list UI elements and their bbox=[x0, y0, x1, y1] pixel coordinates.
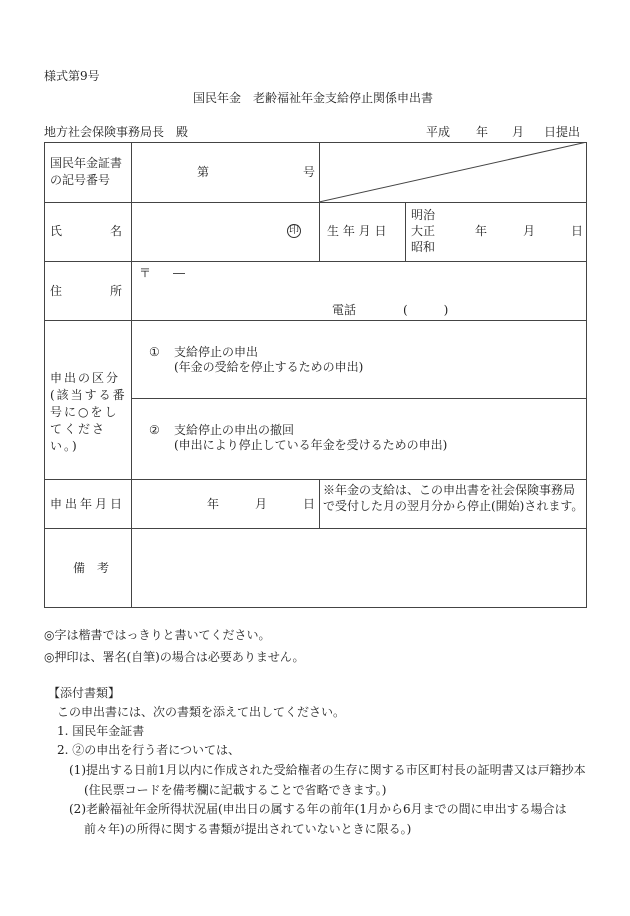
era-taisho: 大正 bbox=[411, 224, 436, 238]
apply-day: 日 bbox=[303, 497, 316, 511]
postal-dash: ― bbox=[173, 266, 185, 280]
attachment-sub2-line1: (2)老齢福祉年金所得状況届(申出日の属する年の前年(1月から6月までの間に申出する場合は bbox=[69, 802, 567, 816]
attachment-sub1-line1: (1)提出する日前1月以内に作成された受給権者の生存に関する市区町村長の証明書又は戸籍抄本 bbox=[69, 763, 586, 777]
era-showa: 昭和 bbox=[411, 240, 436, 254]
attachment-sub1-line2: (住民票コードを備考欄に記載することで省略できます。) bbox=[84, 783, 387, 797]
apply-note: ※年金の支給は、この申出書を社会保険事務局で受付した月の翌月分から停止(開始)されます。 bbox=[323, 483, 584, 513]
apply-year: 年 bbox=[207, 497, 220, 511]
category-label: 申出の区分(該当する番号に○をしてください。) bbox=[50, 371, 127, 453]
attachment-sub2-line2: 前々年)の所得に関する書類が提出されていないときに限る。) bbox=[84, 822, 412, 836]
era-meiji: 明治 bbox=[411, 208, 436, 222]
birth-day: 日 bbox=[571, 224, 584, 238]
name-field[interactable] bbox=[131, 202, 319, 261]
phone-paren: ( ) bbox=[403, 303, 449, 317]
option2-desc: (申出により停止している年金を受けるための申出) bbox=[174, 438, 448, 452]
attachment-item-2: 2. ②の申出を行う者については、 bbox=[57, 743, 241, 757]
era-label: 平成 bbox=[426, 125, 451, 139]
name-label: 氏 名 bbox=[50, 224, 123, 238]
form-number: 様式第9号 bbox=[44, 69, 100, 83]
birth-date-label: 生 年 月 日 bbox=[327, 224, 387, 238]
attachments-heading: 【添付書類】 bbox=[48, 686, 121, 700]
birth-date-field[interactable] bbox=[405, 202, 586, 261]
month-label: 月 bbox=[512, 125, 525, 139]
diagonal-slash bbox=[319, 142, 587, 202]
option2-title: 支給停止の申出の撤回 bbox=[174, 423, 295, 437]
address-field[interactable] bbox=[131, 261, 586, 320]
cert-number-label: 国民年金証書の記号番号 bbox=[50, 156, 123, 187]
option1-title: 支給停止の申出 bbox=[174, 345, 259, 359]
seal-mark: 印 bbox=[289, 225, 299, 236]
option1-desc: (年金の受給を停止するための申出) bbox=[174, 360, 364, 374]
option2-number: ② bbox=[149, 423, 160, 437]
phone-label: 電話 bbox=[332, 303, 357, 317]
attachment-item-1: 1. 国民年金証書 bbox=[57, 724, 145, 738]
postal-mark: 〒 bbox=[139, 266, 152, 280]
attachments-intro: この申出書には、次の書類を添えて出してください。 bbox=[57, 705, 346, 719]
remarks-field[interactable] bbox=[131, 528, 586, 607]
note-2: ◎押印は、署名(自筆)の場合は必要ありません。 bbox=[44, 650, 305, 664]
option1-number: ① bbox=[149, 345, 160, 359]
address-label: 住 所 bbox=[50, 284, 123, 298]
day-label: 日提出 bbox=[544, 125, 581, 139]
cert-number-field[interactable] bbox=[131, 142, 319, 202]
cert-dai: 第 bbox=[197, 165, 210, 179]
option-2[interactable] bbox=[131, 398, 586, 479]
apply-month: 月 bbox=[255, 497, 268, 511]
remarks-label: 備 考 bbox=[73, 561, 110, 575]
birth-month: 月 bbox=[523, 224, 536, 238]
year-label: 年 bbox=[476, 125, 489, 139]
apply-date-label: 申出年月日 bbox=[50, 497, 126, 511]
addressee: 地方社会保険事務局長 殿 bbox=[44, 125, 189, 139]
birth-year: 年 bbox=[475, 224, 488, 238]
note-1: ◎字は楷書ではっきりと書いてください。 bbox=[44, 628, 271, 642]
option-1[interactable] bbox=[131, 320, 586, 398]
page-title: 国民年金 老齢福祉年金支給停止関係申出書 bbox=[193, 91, 434, 105]
cert-go: 号 bbox=[303, 165, 316, 179]
apply-date-field[interactable] bbox=[131, 479, 319, 528]
